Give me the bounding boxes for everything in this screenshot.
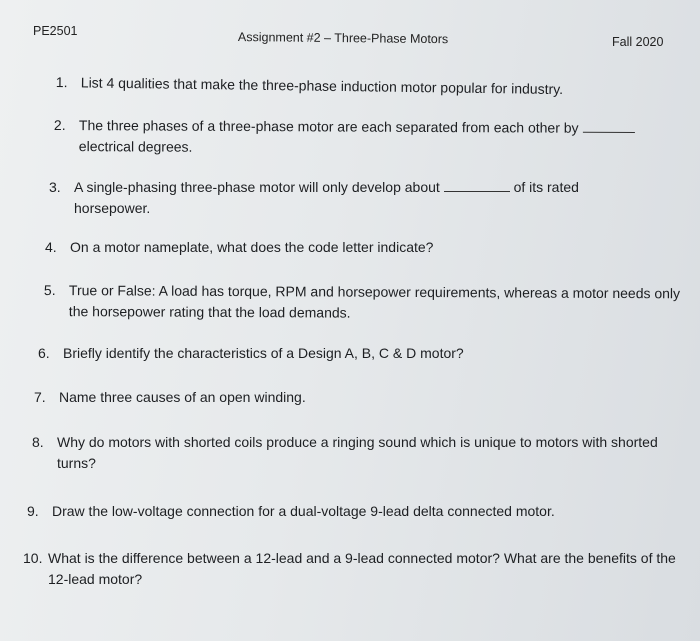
answer-blank	[444, 190, 510, 192]
question-text: List 4 qualities that make the three-phase induction motor popular for industry.	[80, 74, 564, 98]
question-number: 3.	[49, 179, 61, 195]
question-7	[34, 387, 674, 408]
question-number: 1.	[55, 73, 68, 91]
term-label: Fall 2020	[612, 35, 664, 49]
question-9	[27, 501, 687, 522]
question-number: 5.	[43, 281, 56, 299]
assignment-title: Assignment #2 – Three-Phase Motors	[237, 30, 449, 47]
question-text-part-b: electrical degrees.	[78, 138, 193, 155]
question-text	[74, 177, 669, 219]
question-text-part-c: horsepower.	[74, 200, 151, 216]
question-number: 9.	[27, 503, 39, 519]
question-text: True or False: A load has torque, RPM and horsepower requirements, whereas a motor needs only the horsepower rating that the load demands.	[68, 282, 681, 321]
question-text: Why do motors with shorted coils produce a ringing sound which is unique to motors with shorted turns?	[57, 434, 658, 471]
question-text-part-a: The three phases of a three-phase motor are each separated from each other by	[78, 117, 579, 136]
question-5	[44, 280, 684, 325]
question-text: What is the difference between a 12-lead and a 9-lead connected motor? What are the benefits of the 12-lead motor?	[48, 550, 676, 587]
question-text: On a motor nameplate, what does the code letter indicate?	[70, 239, 434, 255]
question-6	[38, 343, 678, 364]
question-number: 4.	[45, 239, 57, 255]
question-text: Briefly identify the characteristics of a Design A, B, C & D motor?	[63, 345, 464, 361]
question-number: 8.	[32, 434, 44, 450]
question-text: Draw the low-voltage connection for a dual-voltage 9-lead delta connected motor.	[52, 503, 555, 519]
question-1	[56, 72, 656, 101]
question-10	[23, 548, 695, 590]
answer-blank	[582, 131, 634, 133]
question-2	[54, 115, 674, 160]
question-text	[79, 115, 674, 160]
question-number: 10.	[23, 550, 43, 566]
question-number: 7.	[34, 389, 46, 405]
question-number: 2.	[53, 116, 66, 134]
question-text-part-a: A single-phasing three-phase motor will only develop about	[74, 179, 440, 195]
question-text-part-b: of its rated	[513, 179, 579, 195]
question-text: Name three causes of an open winding.	[59, 389, 306, 405]
question-4	[45, 237, 665, 258]
question-8	[32, 432, 682, 474]
course-code: PE2501	[33, 24, 78, 38]
question-number: 6.	[38, 345, 50, 361]
question-3	[49, 177, 669, 219]
